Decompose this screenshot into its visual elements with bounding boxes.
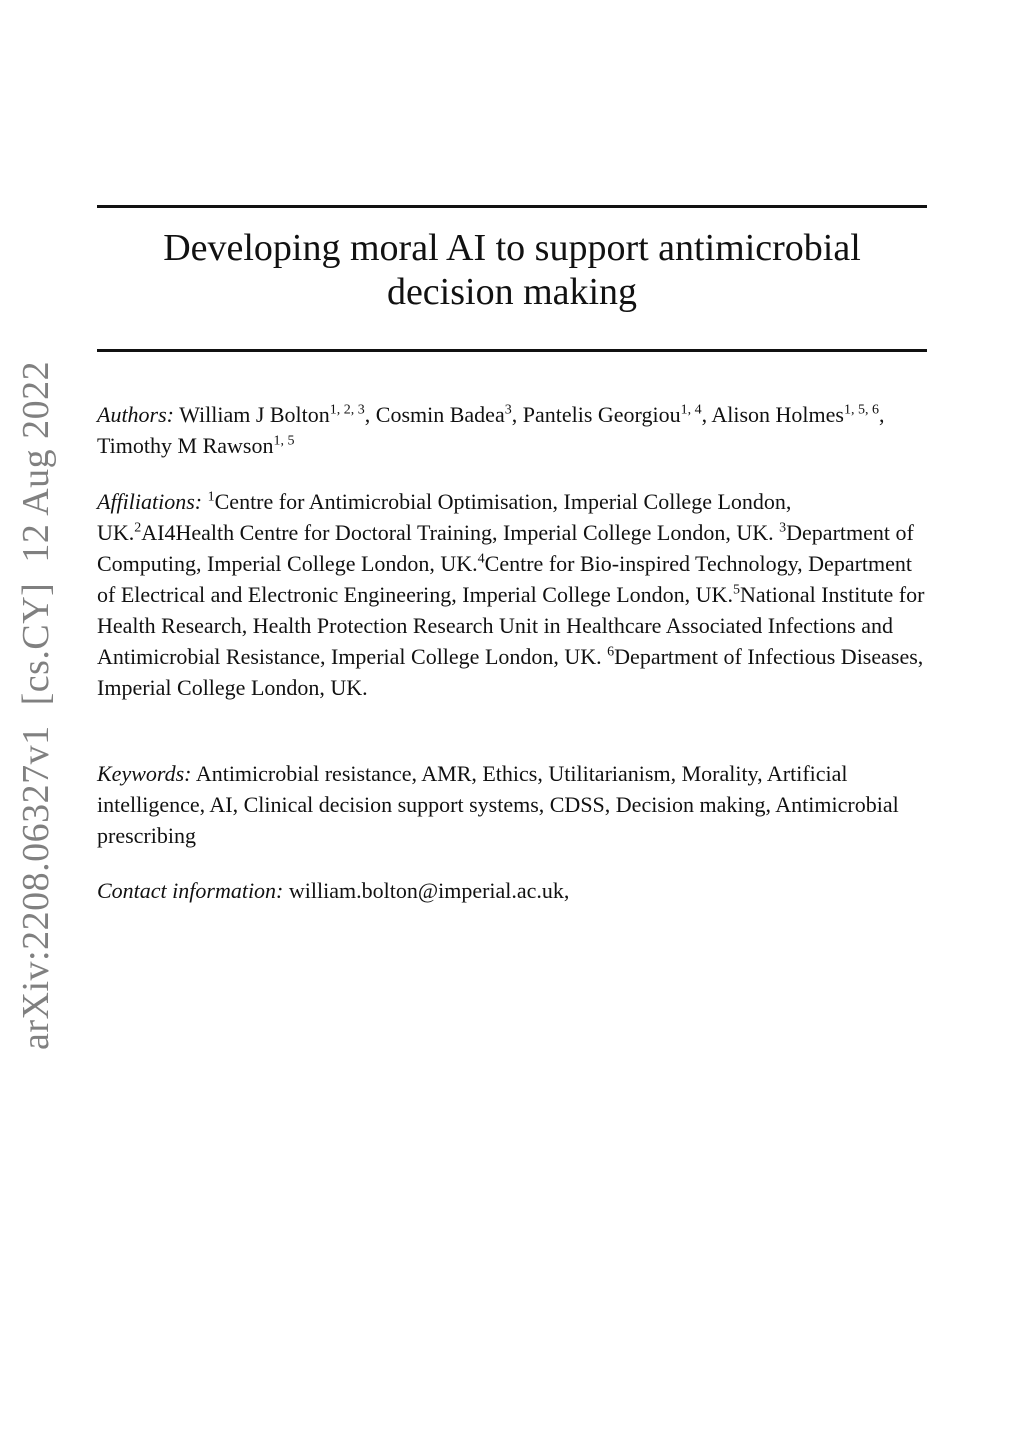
author-affil-sup: 1, 4 [680,402,702,418]
author-separator: , [879,402,885,427]
author-affil-sup: 1, 5, 6 [844,402,879,418]
title-bottom-rule [97,349,927,352]
affiliation-text: Department of Computing, Imperial College London, UK. [97,520,914,576]
author-name: Timothy M Rawson [97,433,274,458]
affiliation-sup: 4 [477,551,485,567]
affiliation-text: AI4Health Centre for Doctoral Training, Imperial College London, UK. [141,520,780,545]
author-separator: , [701,402,712,427]
title-line-2: decision making [386,271,638,313]
author-name: Cosmin Badea [375,402,505,427]
keywords-section [97,758,932,851]
author-name: Alison Holmes [711,402,844,427]
author-affil-sup: 1, 5 [273,433,295,449]
affiliation-text: Department of Infectious Diseases, Imperial College London, UK. [97,644,924,700]
authors-list [97,402,885,458]
affiliations-section [97,486,932,703]
affiliation-sup: 1 [207,489,215,505]
affiliation-text: Centre for Antimicrobial Optimisation, Imperial College London, UK. [97,489,792,545]
arxiv-stamp: arXiv:2208.06327v1 [cs.CY] 12 Aug 2022 [15,360,57,1050]
affiliation-text: Centre for Bio-inspired Technology, Department of Electrical and Electronic Engineering, Imperial College London, UK. [97,551,913,607]
authors-section [97,399,932,461]
author-affil-sup: 1, 2, 3 [329,402,365,418]
author-name: William J Bolton [179,402,330,427]
affiliation-sup: 5 [732,582,740,598]
keywords-label: Keywords: [97,761,192,786]
contact-label: Contact information: [97,878,284,903]
author-item [711,402,884,427]
affiliation-sup: 3 [779,520,787,536]
title-top-rule [97,205,927,208]
author-affil-sup: 3 [504,402,512,418]
authors-label: Authors: [97,402,174,427]
author-name: Pantelis Georgiou [522,402,681,427]
contact-email: william.bolton@imperial.ac.uk, [288,878,570,903]
affiliation-item [134,520,779,545]
author-item [179,402,376,427]
affiliation-sup: 6 [607,644,615,660]
paper-title [97,226,927,314]
author-item [97,433,294,458]
title-line-1: Developing moral AI to support antimicrobial [163,227,861,269]
author-item [523,402,712,427]
author-separator: , [511,402,523,427]
author-item [376,402,523,427]
contact-section [97,875,932,906]
affiliation-sup: 2 [134,520,142,536]
author-separator: , [364,402,376,427]
affiliation-text: National Institute for Health Research, Health Protection Research Unit in Healthcare Associated Infections and Antimicrobial Resistance, Imperial College London, UK. [97,582,925,669]
affiliations-label: Affiliations: [97,489,203,514]
keywords-text: Antimicrobial resistance, AMR, Ethics, Utilitarianism, Morality, Artificial intelligence, AI, Clinical decision support systems, CDSS, Decision making, Antimicrobial prescribing [97,761,899,848]
